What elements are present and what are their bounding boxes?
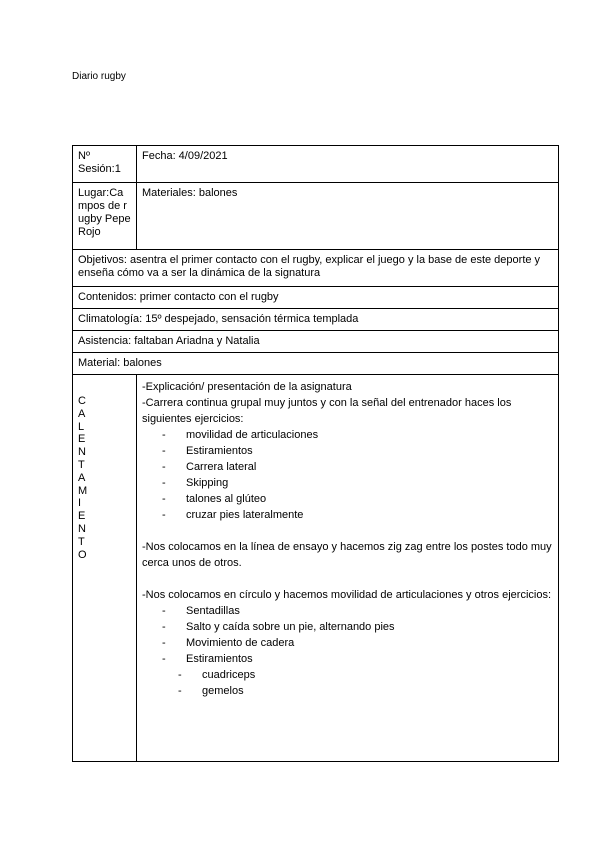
row-place-materials [73,183,559,250]
session-number-cell [73,146,137,183]
warmup-letter: T [78,458,85,471]
document-title: Diario rugby [72,71,126,82]
materials-cell [137,183,559,250]
warmup-letter: T [78,535,85,548]
list-item: - Estiramientos [158,651,553,667]
warmup-intro-1: -Explicación/ presentación de la asignatura [142,381,352,393]
contents-cell [73,287,559,309]
list-item: - Skipping [158,475,553,491]
session-material: Material: balones [78,357,162,369]
climate-cell [73,309,559,331]
session-table [72,145,559,762]
warmup-letter: L [78,420,85,433]
row-material [73,353,559,375]
warmup-letter: A [78,407,86,420]
warmup-letter: E [78,510,86,523]
session-contents: Contenidos: primer contacto con el rugby [78,291,279,303]
session-number: Nº Sesión:1 [78,150,121,175]
warmup-sublist [142,667,553,699]
warmup-list-1 [142,427,553,523]
row-attendance [73,331,559,353]
warmup-intro-2: -Carrera continua grupal muy juntos y con la señal del entrenador haces los siguientes ejercicios: [142,397,512,425]
session-date: Fecha: 4/09/2021 [142,150,228,162]
row-session-date [73,146,559,183]
warmup-letter: O [78,548,87,561]
material-cell [73,353,559,375]
warmup-letter: E [78,433,86,446]
warmup-letter: C [78,395,86,407]
row-climate [73,309,559,331]
list-item: - gemelos [174,683,553,699]
warmup-label-cell [73,375,137,762]
objectives-cell [73,250,559,287]
session-objectives: Objetivos: asentra el primer contacto con el rugby, explicar el juego y la base de este deporte y enseña cómo va a ser la dinámica de la signatura [78,254,541,279]
row-warmup [73,375,559,762]
row-contents [73,287,559,309]
warmup-list-2 [142,603,553,667]
session-climate: Climatología: 15º despejado, sensación térmica templada [78,313,359,325]
attendance-cell [73,331,559,353]
list-item: - Estiramientos [158,443,553,459]
session-attendance: Asistencia: faltaban Ariadna y Natalia [78,335,260,347]
list-item: - cruzar pies lateralmente [158,507,553,523]
row-objectives [73,250,559,287]
warmup-letter: A [78,471,86,484]
warmup-letter: M [78,484,88,497]
warmup-paragraph-3: -Nos colocamos en círculo y hacemos movilidad de articulaciones y otros ejercicios: [142,589,552,601]
place-cell [73,183,137,250]
warmup-letter: I [78,497,82,510]
session-place: Lugar:Campos de rugby Pepe Rojo [78,187,131,238]
warmup-content-cell [137,375,559,762]
list-item: - Carrera lateral [158,459,553,475]
list-item: - cuadriceps [174,667,553,683]
session-materials: Materiales: balones [142,187,238,199]
list-item: - Sentadillas [158,603,553,619]
list-item: - movilidad de articulaciones [158,427,553,443]
list-item: - Movimiento de cadera [158,635,553,651]
warmup-letter: N [78,522,86,535]
list-item: - talones al glúteo [158,491,553,507]
warmup-paragraph-2: -Nos colocamos en la línea de ensayo y hacemos zig zag entre los postes todo muy cerca unos de otros. [142,541,552,569]
date-cell [137,146,559,183]
list-item: - Salto y caída sobre un pie, alternando pies [158,619,553,635]
warmup-letter: N [78,446,86,459]
